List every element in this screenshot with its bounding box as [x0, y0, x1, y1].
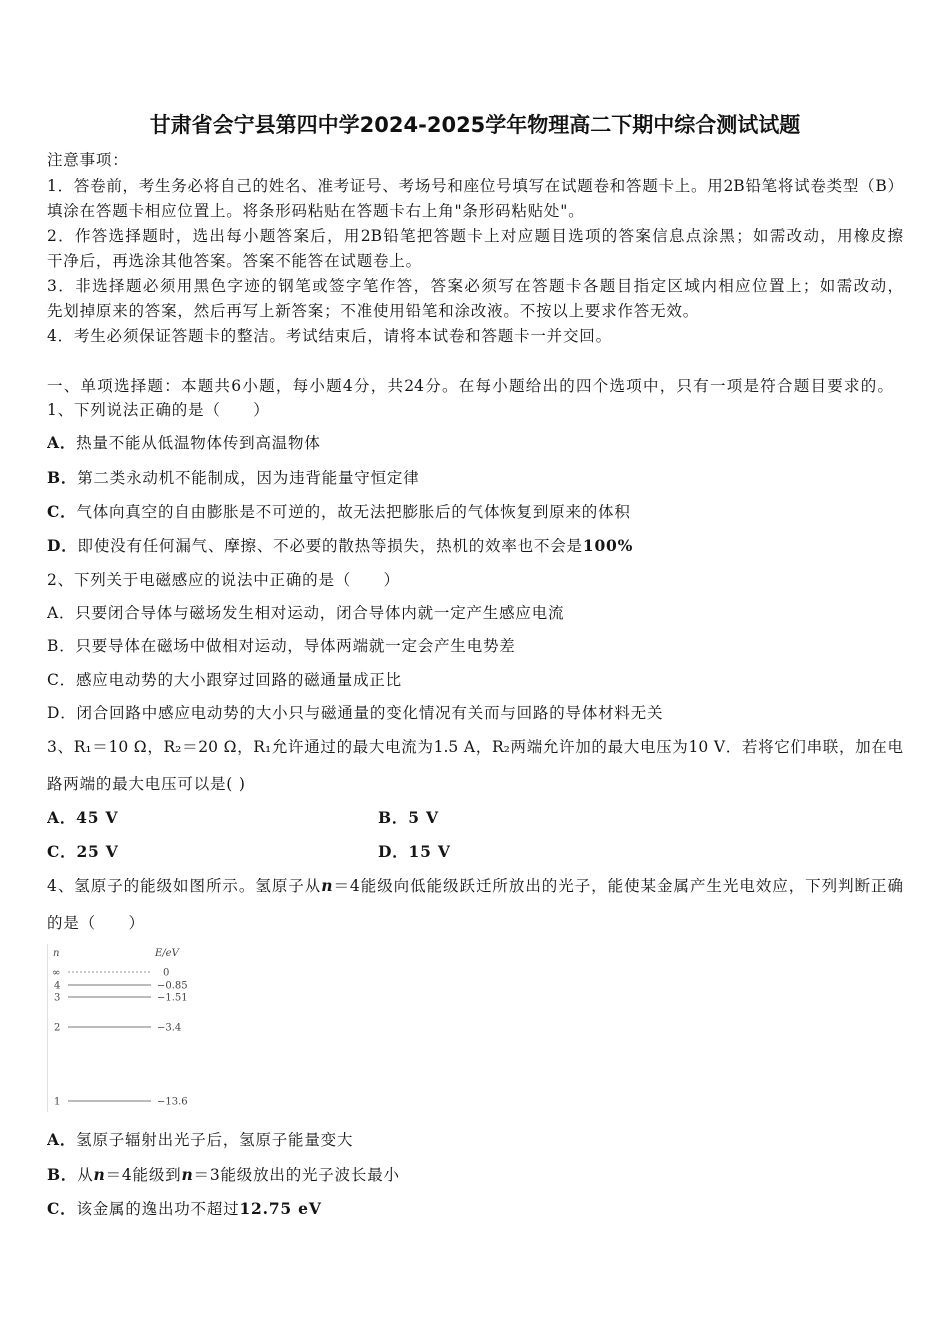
level-2-energy: −3.4: [157, 1022, 182, 1034]
option-text: ＝3能级放出的光子波长最小: [193, 1166, 400, 1184]
question-2-option-d: [47, 703, 663, 723]
notice-line-4: 4．考生必须保证答题卡的整洁。考试结束后，请将本试卷和答题卡一并交回。: [47, 327, 612, 345]
question-2-option-a: [47, 603, 564, 623]
option-text: 感应电动势的大小跟穿过回路的磁通量成正比: [75, 671, 402, 689]
section-heading: 一、单项选择题：本题共6小题，每小题4分，共24分。在每小题给出的四个选项中，只有一项是符合题目要求的。: [47, 377, 893, 395]
option-text: 第二类永动机不能制成，因为违背能量守恒定律: [77, 469, 420, 487]
question-2-option-b: [47, 636, 516, 656]
level-4-energy: −0.85: [157, 980, 188, 992]
option-text: 氢原子辐射出光子后，氢原子能量变大: [76, 1131, 354, 1149]
option-label: A．: [47, 433, 77, 452]
option-label: B．: [47, 468, 78, 487]
question-4-option-a: [47, 1130, 353, 1150]
question-3-stem-line-2: 路两端的最大电压可以是( ): [47, 775, 246, 793]
question-1-option-a: [47, 433, 321, 453]
option-label: D．: [378, 842, 409, 861]
option-text: 从: [77, 1166, 94, 1184]
notice-line-2b: 干净后，再选涂其他答案。答案不能答在试题卷上。: [47, 252, 422, 270]
option-label: A．: [47, 1130, 77, 1149]
option-label: C．: [47, 842, 77, 861]
question-3-option-b: [378, 808, 439, 828]
notice-line-1a: 1．答卷前，考生务必将自己的姓名、准考证号、考场号和座位号填写在试题卷和答题卡上。用2B铅笔将试卷类型（B）: [47, 177, 903, 195]
question-2-stem: 2、下列关于电磁感应的说法中正确的是（ ）: [47, 571, 400, 589]
question-1-stem: 1、下列说法正确的是（ ）: [47, 401, 270, 419]
level-3-energy: −1.51: [157, 992, 188, 1004]
level-infinity-energy: 0: [163, 967, 170, 979]
level-3-n: 3: [54, 992, 61, 1004]
option-text: 闭合回路中感应电动势的大小只与磁通量的变化情况有关而与回路的导体材料无关: [76, 704, 664, 722]
level-2-n: 2: [54, 1022, 61, 1034]
option-label: C．: [47, 1199, 77, 1218]
option-text: 25 V: [76, 842, 119, 861]
level-1-n: 1: [54, 1096, 61, 1108]
stem-text: 4、氢原子的能级如图所示。氢原子从: [47, 877, 322, 895]
n-axis-label: n: [53, 948, 60, 959]
option-label: B．: [378, 808, 409, 827]
option-text: 该金属的逸出功不超过: [76, 1200, 240, 1218]
option-text: 只要闭合导体与磁场发生相对运动，闭合导体内就一定产生感应电流: [75, 604, 565, 622]
option-text: 45 V: [76, 808, 119, 827]
question-3-option-c: [47, 842, 119, 862]
option-label: D．: [47, 536, 78, 555]
option-bold-value: 12.75 eV: [239, 1199, 322, 1218]
stem-variable: n: [321, 876, 333, 895]
option-text: 即使没有任何漏气、摩擦、不必要的散热等损失，热机的效率也不会是: [77, 537, 583, 555]
option-text: 只要导体在磁场中做相对运动，导体两端就一定会产生电势差: [75, 637, 516, 655]
option-text: 气体向真空的自由膨胀是不可逆的，故无法把膨胀后的气体恢复到原来的体积: [76, 503, 631, 521]
notice-heading: 注意事项：: [47, 151, 129, 169]
option-variable: n: [93, 1165, 106, 1184]
option-bold-value: 100%: [582, 536, 634, 555]
option-label: A．: [47, 808, 77, 827]
option-text: 5 V: [408, 808, 439, 827]
question-4-stem-line-1: [47, 876, 903, 896]
energy-axis-label: E/eV: [155, 948, 179, 959]
option-label: B．: [47, 637, 76, 655]
question-3-option-a: [47, 808, 118, 828]
question-1-option-d: [47, 536, 633, 556]
level-4-n: 4: [54, 980, 61, 992]
option-label: D．: [47, 704, 77, 722]
question-4-option-b: [47, 1165, 400, 1185]
option-label: A．: [47, 604, 76, 622]
question-2-option-c: [47, 670, 402, 690]
option-variable: n: [181, 1165, 194, 1184]
question-3-option-d: [378, 842, 451, 862]
question-4-stem-line-2: 的是（ ）: [47, 914, 145, 932]
level-1-energy: −13.6: [157, 1096, 188, 1108]
energy-level-diagram: [47, 940, 197, 1115]
option-label: C．: [47, 671, 76, 689]
question-1-option-c: [47, 502, 631, 522]
option-label: C．: [47, 502, 77, 521]
option-text: ＝4能级到: [105, 1166, 182, 1184]
notice-line-3b: 先划掉原来的答案，然后再写上新答案；不准使用铅笔和涂改液。不按以上要求作答无效。: [47, 302, 700, 320]
exam-title: 甘肃省会宁县第四中学2024-2025学年物理高二下期中综合测试试题: [149, 113, 801, 137]
notice-line-3a: 3．非选择题必须用黑色字迹的钢笔或签字笔作答，答案必须写在答题卡各题目指定区域内相应位置上；如需改动，: [47, 277, 903, 295]
stem-text: ＝4能级向低能级跃迁所放出的光子，能使某金属产生光电效应，下列判断正确: [332, 877, 903, 895]
option-text: 热量不能从低温物体传到高温物体: [76, 434, 321, 452]
question-1-option-b: [47, 468, 420, 488]
option-label: B．: [47, 1165, 78, 1184]
notice-line-2a: 2．作答选择题时，选出每小题答案后，用2B铅笔把答题卡上对应题目选项的答案信息点涂黑；如需改动，用橡皮擦: [47, 227, 903, 245]
question-3-stem-line-1: 3、R₁＝10 Ω，R₂＝20 Ω，R₁允许通过的最大电流为1.5 A，R₂两端允许加的最大电压为10 V．若将它们串联，加在电: [47, 738, 903, 756]
level-infinity-n: ∞: [52, 967, 61, 979]
question-4-option-c: [47, 1199, 322, 1219]
notice-line-1b: 填涂在答题卡相应位置上。将条形码粘贴在答题卡右上角"条形码粘贴处"。: [47, 202, 585, 220]
option-text: 15 V: [408, 842, 451, 861]
